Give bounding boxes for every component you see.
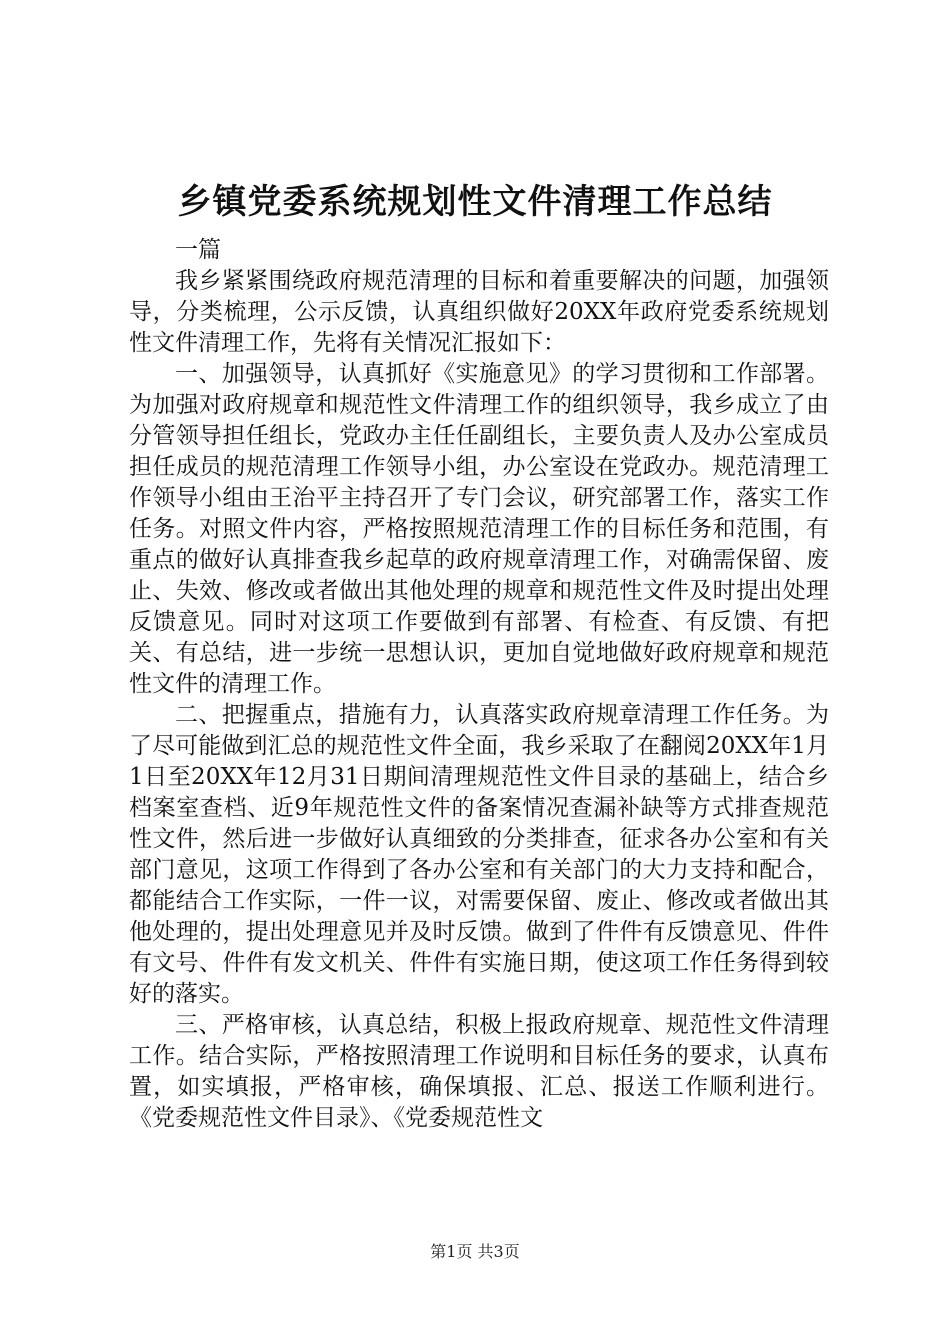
paragraph-part-one: 一、加强领导，认真抓好《实施意见》的学习贯彻和工作部署。为加强对政府规章和规范性文件清理工作的组织领导，我乡成立了由分管领导担任组长，党政办主任任副组长，主要负责人及办公室成员担任成员的规范清理工作领导小组，办公室设在党政办。规范清理工作领导小组由王治平主持召开了专门会议，研究部署工作，落实工作任务。对照文件内容，严格按照规范清理工作的目标任务和范围，有重点的做好认真排查我乡起草的政府规章清理工作，对确需保留、废止、失效、修改或者做出其他处理的规章和规范性文件及时提出处理反馈意见。同时对这项工作要做到有部署、有检查、有反馈、有把关、有总结，进一步统一思想认识，更加自觉地做好政府规章和规范性文件的清理工作。 bbox=[129, 361, 829, 697]
page-number: 第1页 共3页 bbox=[430, 1242, 520, 1261]
paragraph-section-label: 一篇 bbox=[175, 237, 221, 263]
paragraph-part-three: 三、严格审核，认真总结，积极上报政府规章、规范性文件清理工作。结合实际，严格按照清理工作说明和目标任务的要求，认真布置，如实填报，严格审核，确保填报、汇总、报送工作顺利进行。《党委规范性文件目录》、《党委规范性文 bbox=[129, 1012, 829, 1131]
document-title: 乡镇党委系统规划性文件清理工作总结 bbox=[177, 182, 773, 222]
paragraph-part-two: 二、把握重点，措施有力，认真落实政府规章清理工作任务。为了尽可能做到汇总的规范性文件全面，我乡采取了在翻阅20XX年1月1日至20XX年12月31日期间清理规范性文件目录的基础上，结合乡档案室查档、近9年规范性文件的备案情况查漏补缺等方式排查规范性文件，然后进一步做好认真细致的分类排查，征求各办公室和有关部门意见，这项工作得到了各办公室和有关部门的大力支持和配合，都能结合工作实际，一件一议，对需要保留、废止、修改或者做出其他处理的，提出处理意见并及时反馈。做到了件件有反馈意见、件件有文号、件件有发文机关、件件有实施日期，使这项工作任务得到较好的落实。 bbox=[129, 702, 829, 1007]
document-body bbox=[129, 235, 829, 1134]
paragraph-intro: 我乡紧紧围绕政府规范清理的目标和着重要解决的问题，加强领导，分类梳理，公示反馈，认真组织做好20XX年政府党委系统规划性文件清理工作，先将有关情况汇报如下： bbox=[129, 268, 829, 356]
